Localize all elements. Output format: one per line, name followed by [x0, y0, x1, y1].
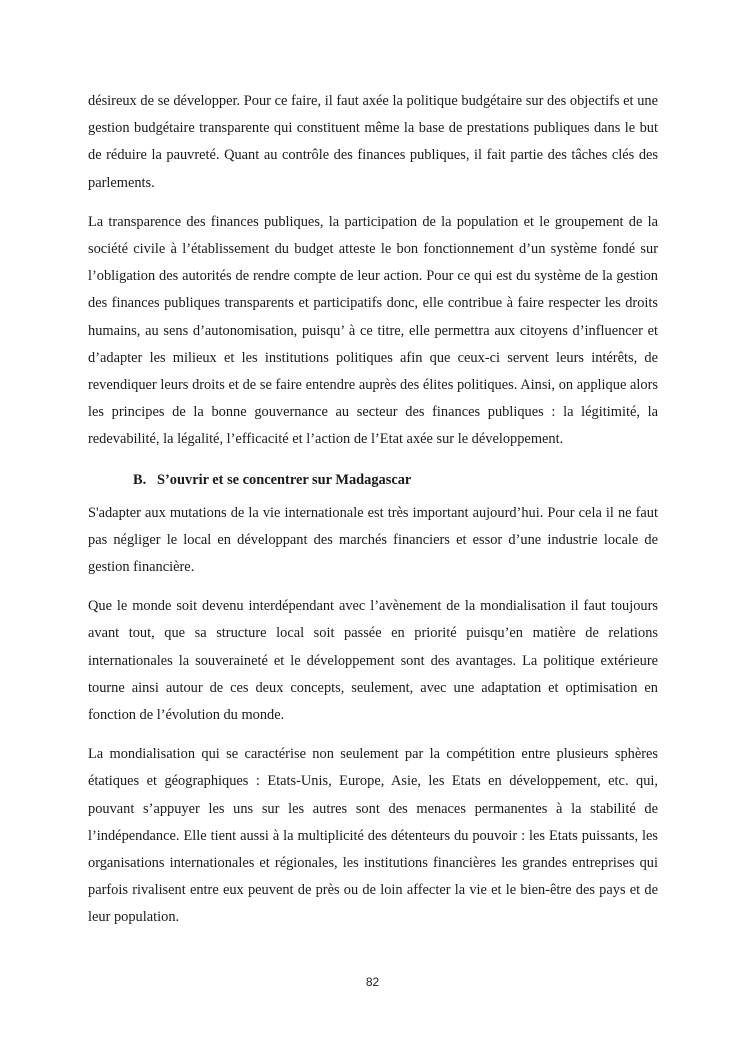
section-title: S’ouvrir et se concentrer sur Madagascar [157, 471, 412, 488]
section-number: B. [133, 471, 147, 488]
paragraph-transparency: La transparence des finances publiques, la participation de la population et le groupement de la société civile à l’établissement du budget atteste le bon fonctionnement d’un système fondé sur l’obligation des autorités de rendre compte de leur action. Pour ce qui est du système de la gestion des finances publiques transparents et participatifs donc, elle contribue à faire respecter les droits humains, au sens d’autonomisation, puisqu’ à ce titre, elle permettra aux citoyens d’influencer et d’adapter les milieux et les institutions politiques afin que ceux-ci servent leurs intérêts, de revendiquer leurs droits et de se faire entendre auprès des élites politiques. Ainsi, on applique alors les principes de la bonne gouvernance au secteur des finances publiques : la légitimité, la redevabilité, la légalité, l’efficacité et l’action de l’Etat axée sur le développement. [88, 213, 658, 448]
page-number: 82 [365, 975, 380, 989]
document-body [88, 88, 658, 944]
section-heading [88, 466, 658, 494]
paragraph-budget-objectives: désireux de se développer. Pour ce faire, il faut axée la politique budgétaire sur des objectifs et une gestion budgétaire transparente qui constituent même la base de prestations publiques dans le but de réduire la pauvreté. Quant au contrôle des finances publiques, il fait partie des tâches clés des parlements. [88, 93, 658, 191]
paragraph-adaptation: S'adapter aux mutations de la vie internationale est très important aujourd’hui. Pour cela il ne faut pas négliger le local en développant des marchés financiers et essor d’une industrie locale de gestion financière. [88, 504, 658, 576]
paragraph-globalisation: La mondialisation qui se caractérise non seulement par la compétition entre plusieurs sphères étatiques et géographiques : Etats-Unis, Europe, Asie, les Etats en développement, etc. qui, pouvant s’appuyer les uns sur les autres sont des menaces permanentes à la stabilité de l’indépendance. Elle tient aussi à la multiplicité des détenteurs du pouvoir : les Etats puissants, les organisations internationales et régionales, les institutions financières les grandes entreprises qui parfois rivalisent entre eux peuvent de près ou de loin affecter la vie et le bien-être des pays et de leur population. [88, 746, 658, 926]
paragraph-interdependence: Que le monde soit devenu interdépendant avec l’avènement de la mondialisation il faut toujours avant tout, que sa structure local soit passée en priorité puisqu’en matière de relations internationales la souveraineté et le développement sont des avantages. La politique extérieure tourne ainsi autour de ces deux concepts, seulement, avec une adaptation et optimisation en fonction de l’évolution du monde. [88, 598, 658, 724]
